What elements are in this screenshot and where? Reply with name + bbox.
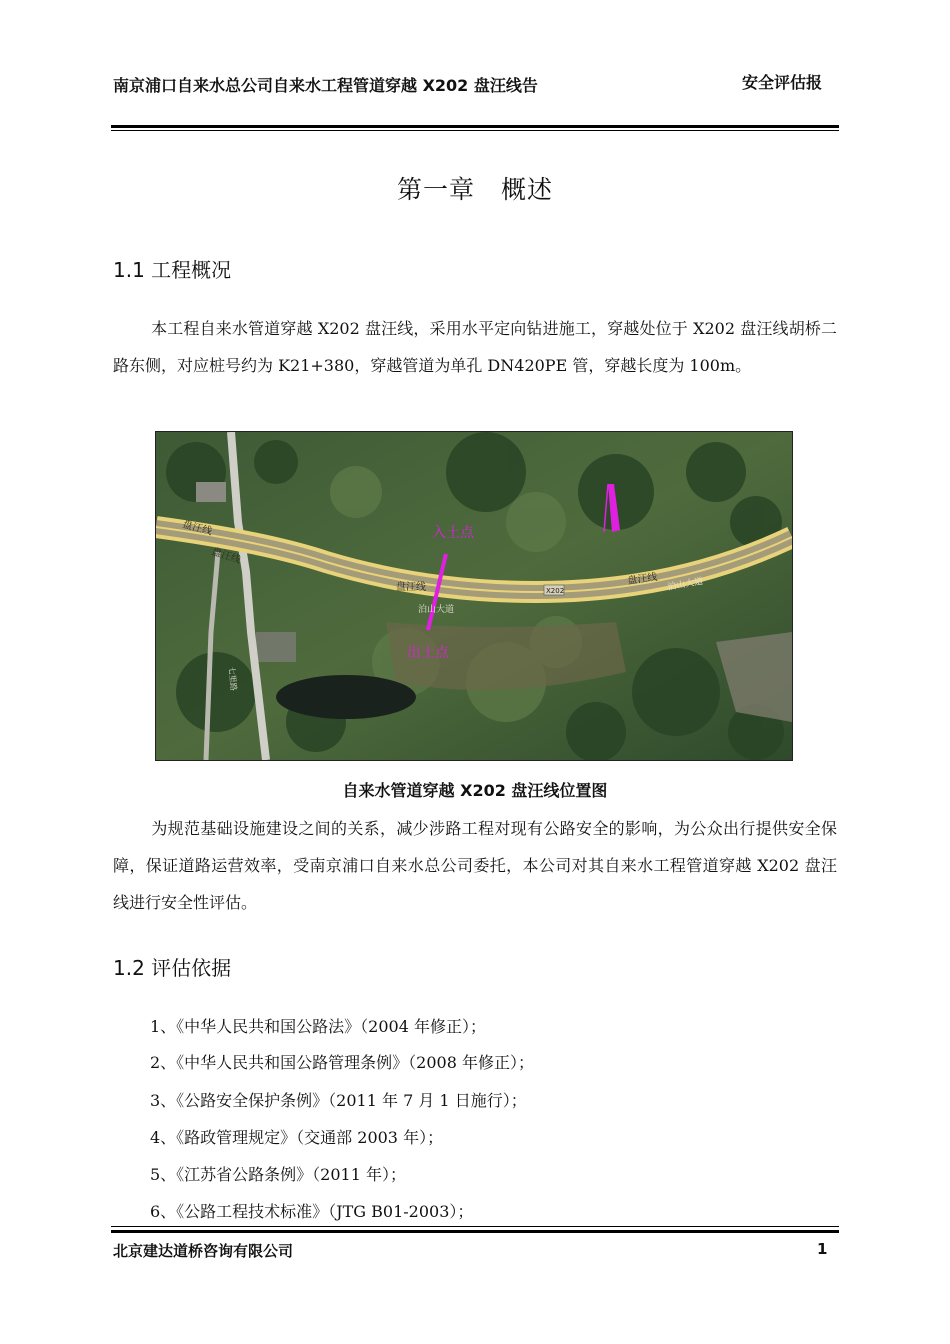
header-title: 南京浦口自来水总公司自来水工程管道穿越 X202 盘汪线告: [113, 76, 538, 95]
chapter-title: 第一章 概述: [396, 175, 553, 204]
footer-company: 北京建达道桥咨询有限公司: [113, 1242, 294, 1260]
overview-paragraph: 本工程自来水管道穿越 X202 盘汪线，采用水平定向钻进施工，穿越处位于 X202 盘汪线胡桥二路东侧，对应桩号约为 K21+380，穿越管道为单孔 DN420PE 管，穿越长度为 100m。: [113, 319, 837, 375]
road-label: 泊山大道: [666, 576, 704, 593]
entry-point-label: 入土点: [432, 525, 474, 541]
footer-rule-thick: [111, 1230, 839, 1233]
exit-point-label: 出土点: [407, 645, 449, 661]
road-label: 泊山大道: [418, 605, 455, 615]
header-right: 安全评估报: [742, 73, 823, 92]
page-number: 1: [817, 1240, 828, 1258]
reference-item: 3、《公路安全保护条例》（2011 年 7 月 1 日施行）；: [150, 1091, 527, 1110]
reference-item: 1、《中华人民共和国公路法》（2004 年修正）；: [150, 1017, 486, 1036]
satellite-map-illustration: [156, 432, 792, 760]
reference-item: 2、《中华人民共和国公路管理条例》（2008 年修正）；: [150, 1053, 534, 1072]
reference-item: 4、《路政管理规定》（交通部 2003 年）；: [150, 1128, 444, 1147]
reference-item: 6、《公路工程技术标准》（JTG B01-2003）；: [150, 1202, 474, 1221]
road-label: 盘汪线: [396, 582, 426, 593]
road-code-badge: X202: [546, 587, 565, 595]
section-heading-overview: 1.1 工程概况: [113, 258, 232, 282]
road-label: 盘汪线: [181, 519, 214, 538]
header-rule-thin: [111, 130, 839, 131]
purpose-paragraph: 为规范基础设施建设之间的关系，减少涉路工程对现有公路安全的影响，为公众出行提供安全保障，保证道路运营效率，受南京浦口自来水总公司委托，本公司对其自来水工程管道穿越 X202 盘汪线进行安全性评估。: [113, 819, 837, 912]
side-road-label: 七里路: [227, 666, 239, 692]
figure-caption: 自来水管道穿越 X202 盘汪线位置图: [342, 781, 608, 800]
road-label: 盘汪线: [210, 546, 243, 567]
road-label: 盘汪线: [626, 571, 659, 587]
footer-rule-thin: [111, 1226, 839, 1227]
reference-item: 5、《江苏省公路条例》（2011 年）；: [150, 1165, 406, 1184]
location-map: [155, 431, 793, 761]
header-rule-thick: [111, 125, 839, 128]
section-heading-basis: 1.2 评估依据: [113, 956, 232, 980]
